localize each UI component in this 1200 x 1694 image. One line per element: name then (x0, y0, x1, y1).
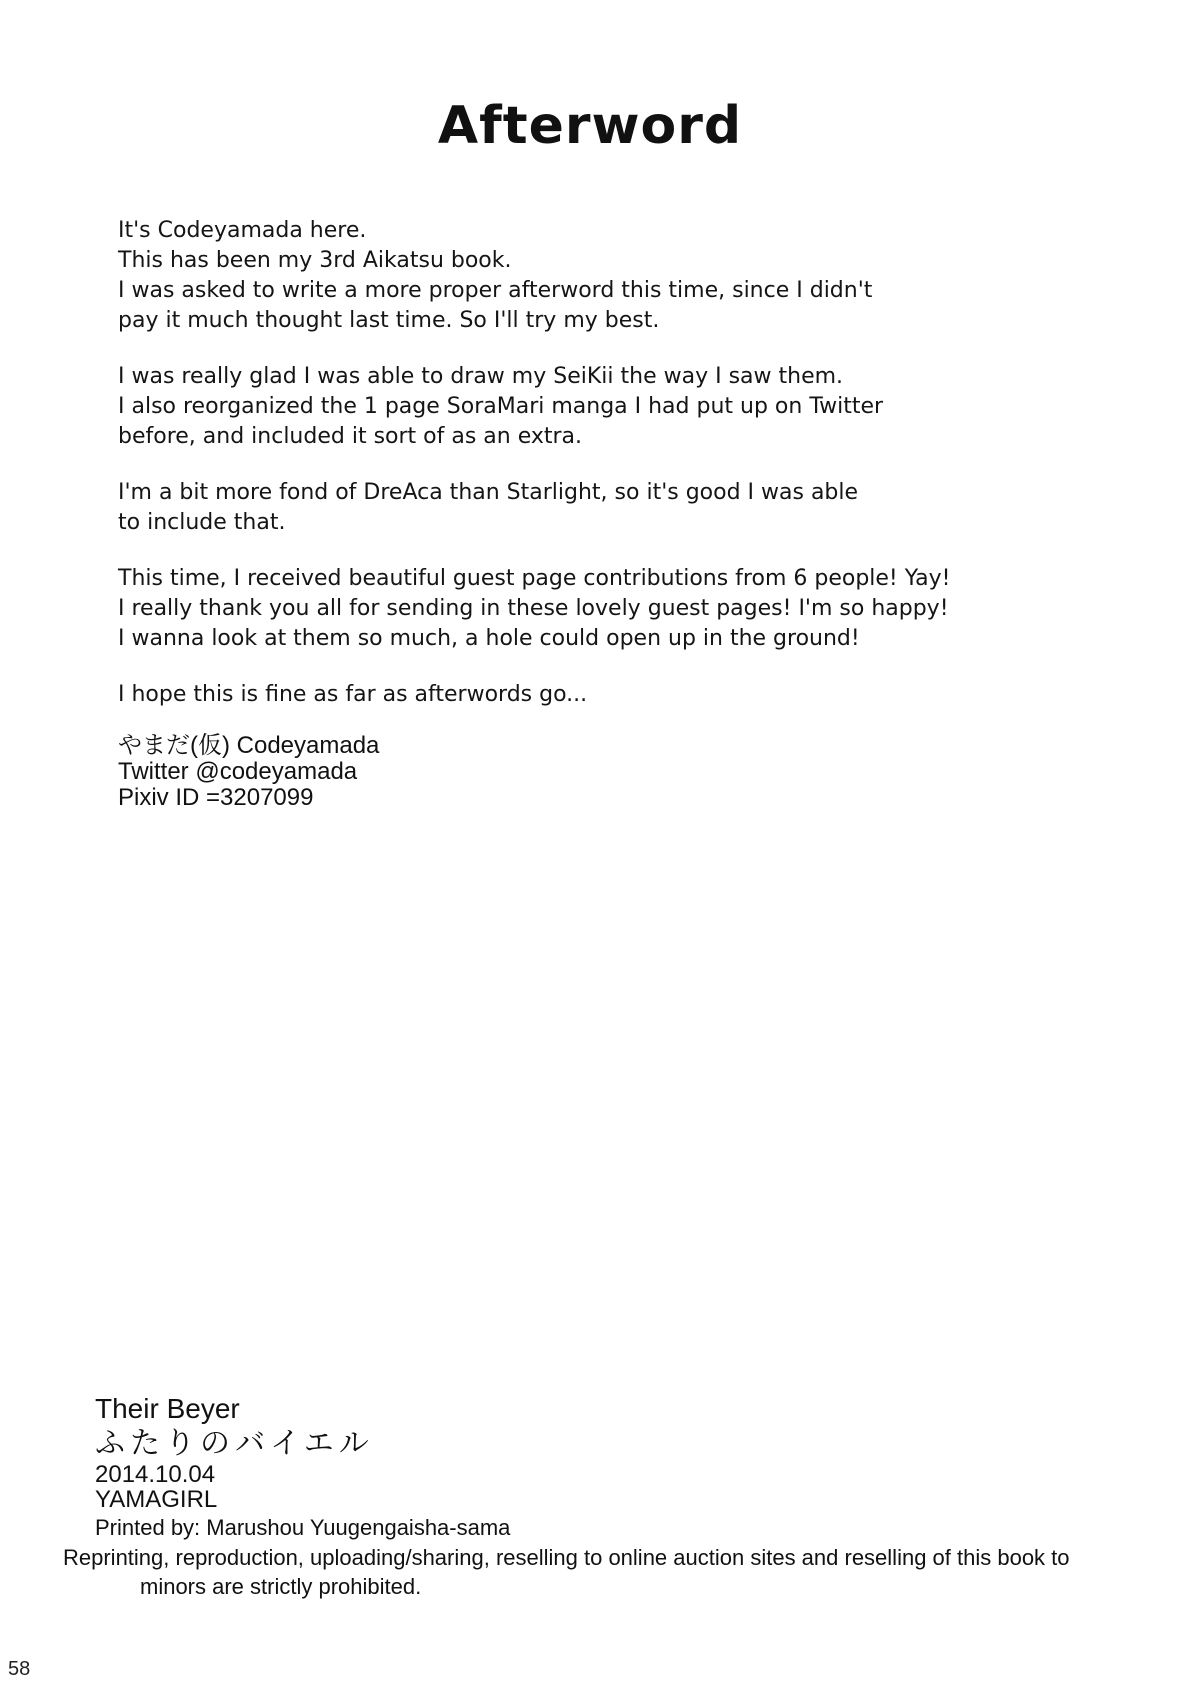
notice-line: Reprinting, reproduction, uploading/sharing, reselling to online auction sites and reselling of this book to (63, 1545, 1070, 1570)
text-line: I really thank you all for sending in these lovely guest pages! I'm so happy! (118, 596, 949, 621)
paragraph-intro (118, 216, 1098, 336)
page-title: Afterword (437, 96, 743, 156)
colophon (95, 1392, 1145, 1542)
text-line: I also reorganized the 1 page SoraMari manga I had put up on Twitter (118, 394, 884, 419)
text-line: This has been my 3rd Aikatsu book. (118, 248, 512, 273)
author-name: やまだ(仮) Codeyamada (118, 732, 380, 759)
notice-line: minors are strictly prohibited. (140, 1574, 422, 1599)
paragraph-guest-pages (118, 564, 1098, 654)
copyright-notice (63, 1543, 1143, 1601)
page-number: 58 (8, 1658, 31, 1680)
text-line: to include that. (118, 510, 286, 535)
text-line: It's Codeyamada here. (118, 218, 367, 243)
text-line: I was really glad I was able to draw my SeiKii the way I saw them. (118, 364, 844, 389)
paragraph-dreaca (118, 478, 1098, 538)
circle-name: YAMAGIRL (95, 1486, 218, 1513)
text-line: I was asked to write a more proper afterword this time, since I didn't (118, 278, 873, 303)
text-line: before, and included it sort of as an extra. (118, 424, 583, 449)
afterword-body (118, 216, 1098, 736)
book-title-japanese: ふたりのバイエル (95, 1426, 374, 1461)
author-signature (118, 733, 379, 811)
text-line: pay it much thought last time. So I'll try my best. (118, 308, 660, 333)
printer-credit: Printed by: Marushou Yuugengaisha-sama (95, 1515, 511, 1540)
book-title-english: Their Beyer (95, 1393, 240, 1424)
author-pixiv-id: Pixiv ID =3207099 (118, 784, 314, 811)
paragraph-seikii (118, 362, 1098, 452)
author-twitter: Twitter @codeyamada (118, 758, 358, 785)
text-line: This time, I received beautiful guest page contributions from 6 people! Yay! (118, 566, 951, 591)
publication-date: 2014.10.04 (95, 1461, 216, 1488)
text-line: I wanna look at them so much, a hole could open up in the ground! (118, 626, 860, 651)
text-line: I'm a bit more fond of DreAca than Starlight, so it's good I was able (118, 480, 859, 505)
paragraph-closing (118, 680, 1098, 710)
text-line: I hope this is fine as far as afterwords go... (118, 682, 588, 707)
